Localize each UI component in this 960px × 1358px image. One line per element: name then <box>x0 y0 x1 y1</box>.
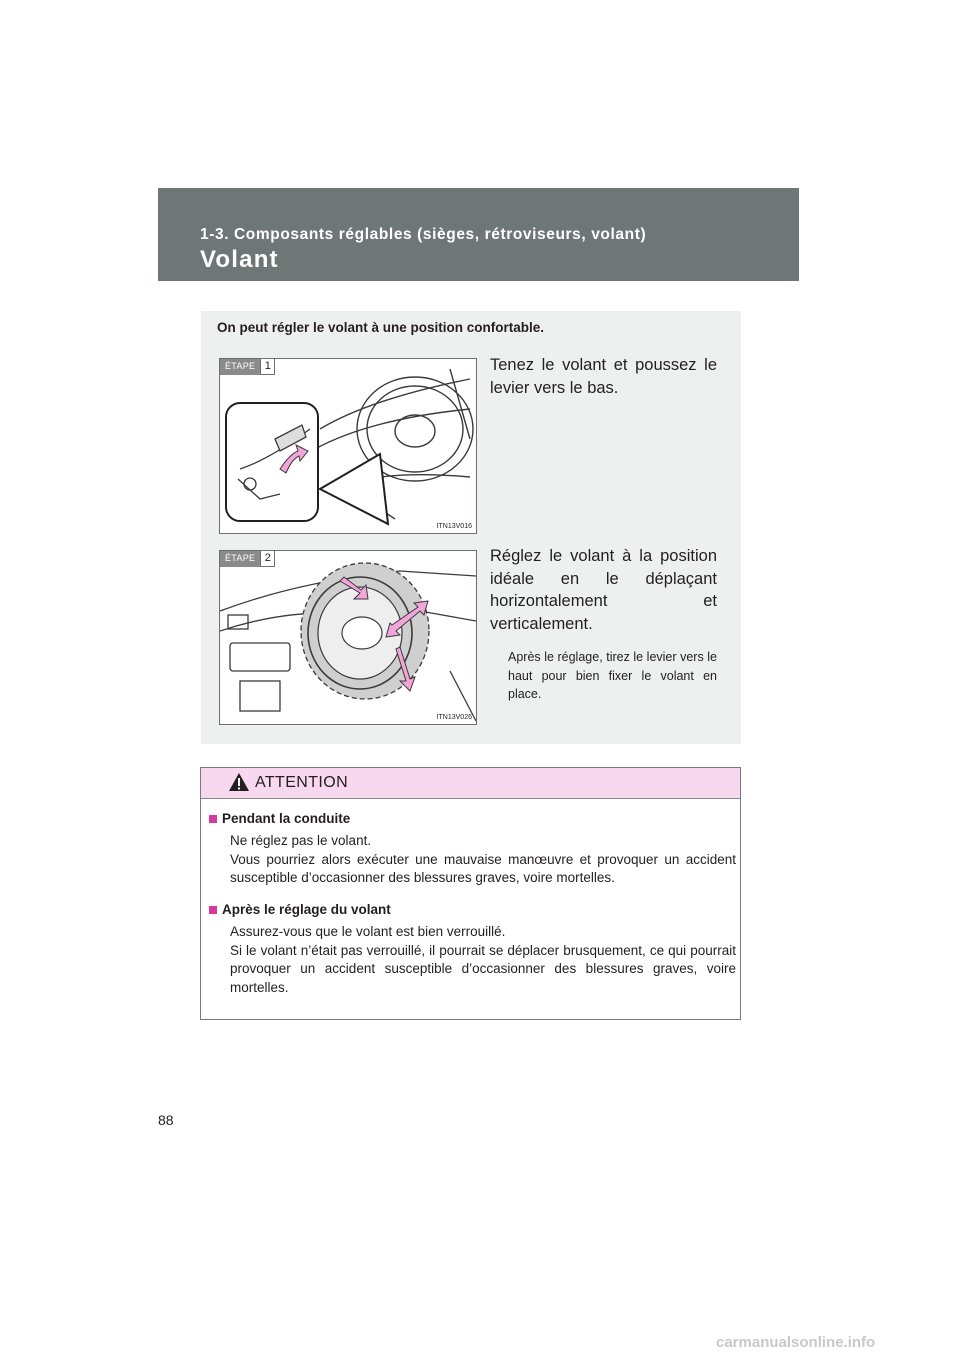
warning-paragraph: Ne réglez pas le volant. <box>230 833 372 848</box>
warning-header <box>201 768 740 799</box>
step-word: ÉTAPE <box>220 359 260 375</box>
warning-box <box>200 767 741 1020</box>
warning-title: ATTENTION <box>255 774 349 791</box>
page-number: 88 <box>158 1112 174 1128</box>
warning-paragraph: Assurez-vous que le volant est bien verrouillé. <box>230 924 506 939</box>
warning-item-title <box>209 811 736 826</box>
step-number: 1 <box>260 359 275 375</box>
step-1-badge <box>220 359 275 375</box>
warning-item-driving <box>209 811 736 888</box>
square-bullet-icon <box>209 815 217 823</box>
warning-paragraph: Vous pourriez alors exécuter une mauvaise manœuvre et provoquer un accident susceptible d’occasionner des blessures graves, voire mortelles. <box>230 851 736 885</box>
steering-adjust-illustration <box>220 551 476 724</box>
warning-paragraph: Si le volant n’était pas verrouillé, il pourrait se déplacer brusquement, ce qui pourrait provoquer un accident susceptible d’occasionner des blessures graves, voire mortelles. <box>230 942 736 995</box>
step-2-note: Après le réglage, tirez le levier vers le haut pour bien fixer le volant en place. <box>508 650 717 701</box>
warning-triangle-icon <box>228 772 250 792</box>
steering-lever-illustration <box>220 359 476 533</box>
step-2-text: Réglez le volant à la position idéale en le déplaçant horizontalement et verticalement. <box>490 547 717 633</box>
section-label: 1-3. Composants réglables (sièges, rétroviseurs, volant) <box>200 226 647 243</box>
step-2-badge <box>220 551 275 567</box>
section-header <box>158 188 799 281</box>
figure-code: ITN13V016 <box>436 523 472 530</box>
step-1-figure <box>219 358 477 534</box>
warning-item-after-adjust <box>209 902 736 997</box>
figure-code: ITN13V026 <box>436 714 472 721</box>
step-number: 2 <box>260 551 275 567</box>
warning-item-title <box>209 902 736 917</box>
watermark: carmanualsonline.info <box>716 1334 876 1351</box>
square-bullet-icon <box>209 906 217 914</box>
intro-text: On peut régler le volant à une position confortable. <box>217 320 545 335</box>
warning-item-title-text: Pendant la conduite <box>222 811 351 826</box>
instruction-panel <box>201 311 741 744</box>
step-2-figure <box>219 550 477 725</box>
page-title: Volant <box>200 246 279 273</box>
warning-item-title-text: Après le réglage du volant <box>222 902 391 917</box>
step-word: ÉTAPE <box>220 551 260 567</box>
step-1-text: Tenez le volant et poussez le levier vers le bas. <box>490 356 717 397</box>
